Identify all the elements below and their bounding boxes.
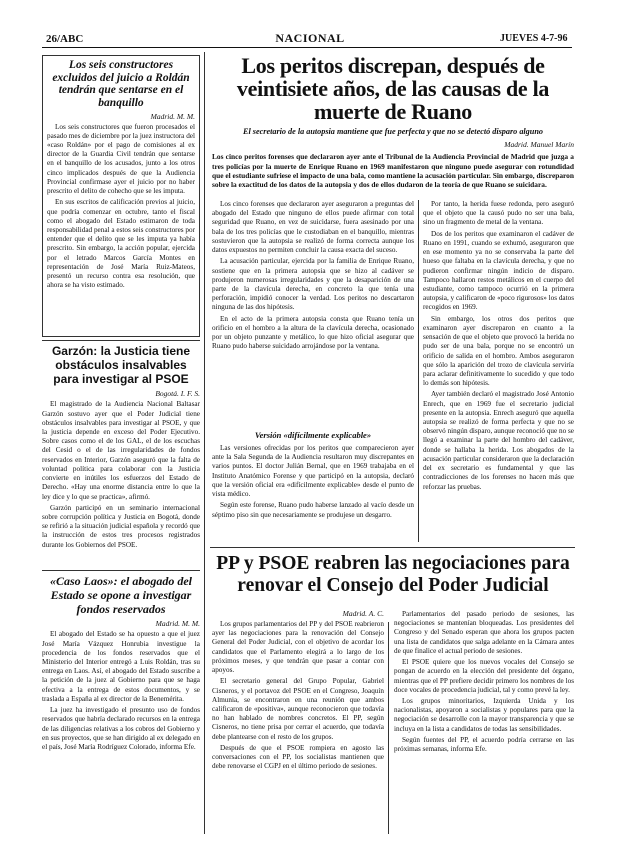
paragraph: El abogado del Estado se ha opuesto a que el juez José María Vázquez Honrubia investigue la procedencia de los fondos reservados que el Ministerio del Interior entregó a Luis Roldán, tras su entrega en Laos. Así, el abogado del Estado suscribe a la petición de la juez al Gobierno para que se haga efectiva a la entrega de estos documentos, y se traslada a España al ex director de la Benemérita. (42, 630, 200, 703)
paragraph: El magistrado de la Audiencia Nacional Baltasar Garzón sostuvo ayer que el Poder Judicial tiene obstáculos insalvables para investigar al PSOE, y que la justicia depende en exceso del Poder Ejecutivo. Sobre casos como el de los GAL, el de los escuchas del Cesid o el de las irregularidades de fondos reservados en Interior, Garzón aseguró que la falta de voluntad política para colaborar con la Justicia convierte en inútiles los esfuerzos del Estado de Derecho. «Hay una enorme distancia entre lo que la ley dice y lo que se practica», afirmó. (42, 400, 200, 501)
paragraph: Los cinco forenses que declararon ayer aseguraron a preguntas del abogado del Estado que ninguno de ellos puede afirmar con total seguridad que Ruano, en vez de suicidarse, fuera asesinado por una bala de los tres policías que le custodiaban en el banquillo, mientras sostuvieron que la autopsia se realizó de forma correcta aunque los datos expuestos no permiten concluir la causa exacta del suceso. (212, 200, 414, 255)
paragraph: Los grupos minoritarios, Izquierda Unida y los nacionalistas, apoyaron a socialistas y populares para que la negociación se desarrolle con la mayor transparencia y que se incluya en la lista a candidatos de todas las sensibilidades. (394, 696, 574, 733)
paragraph: En sus escritos de calificación previos al juicio, que podría comenzar en octubre, tanto el fiscal como el abogado del Estado estimaron de toda responsabilidad penal a estos seis constructores por entender que el delito que se les imputa ya había prescrito. Sin embargo, la acción popular, ejercida por el letrado Marcos García Montes en representación de José María Ruiz-Mateos, presentó un recurso contra esa resolución, que ahora se ha visto estimado. (47, 198, 195, 290)
section-divider (210, 547, 575, 548)
paragraph: En el acto de la primera autopsia consta que Ruano tenía un orificio en el hombro a la altura de la clavícula derecha, ocasionado por un objeto punzante y metálico, lo que hizo oficial asegurar que Ruano pudo haberse suicidado arrojándose por la ventana. (212, 314, 414, 351)
article-headline: PP y PSOE reabren las negociaciones para renovar el Consejo del Poder Judicial (216, 553, 570, 596)
header-rule (42, 47, 572, 48)
sidebar-box-constructores (42, 55, 200, 337)
paragraph: El secretario general del Grupo Popular, Gabriel Cisneros, y el portavoz del PSOE en el Congreso, Joaquín Almunia, se encontraron en una reunión que ambos calificaron de «positiva», aunque reconocieron que todavía no han hablado de nombres concretos. El PP, según Cisneros, no tiene prisa por cerrar el acuerdo, que todavía debe plantearse con el resto de los grupos. (212, 677, 384, 741)
paragraph: Dos de los peritos que examinaron el cadáver de Ruano en 1991, cuando se exhumó, aseguraron que en ese momento ya no se conservaba la parte del hueso que faltaba en la clavícula derecha, y que no pudieron confirmar ningún indicio de disparo. Tampoco hallaron restos metálicos en el cuerpo del estudiante, como tampoco ocurrió en la primera autopsia, y calificaron de «poco rigurosos» los datos recogidos en 1969. (423, 229, 574, 312)
paragraph: El PSOE quiere que los nuevos vocales del Consejo se pongan de acuerdo en la elección del presidente del órgano, mientras que el PP prefiere decidir primero los nombres de los doce vocales de procedencia judicial, tal y como prevé la ley. (394, 658, 574, 694)
paragraph: Según este forense, Ruano pudo haberse lanzado al vacío desde un séptimo piso sin que necesariamente se produjese un desgarro. (212, 501, 414, 519)
paragraph: Por tanto, la herida fuese redonda, pero aseguró que el objeto que la causó pudo no ser una bala, sino un fragmento de metal de la ventana. (423, 200, 574, 227)
box-body (47, 123, 195, 328)
paragraph: Garzón participó en un seminario internacional sobre corrupción política y Justicia en Bogotá, donde se refirió a la situación judicial española y recordó que la instrucción de estos tres procesos registrados durante los Gobiernos del PSOE. (42, 503, 200, 549)
article-pp-header (212, 553, 574, 597)
article-pp-col1 (212, 620, 384, 834)
article-lead: Los cinco peritos forenses que declararon ayer ante el Tribunal de la Audiencia Provincial de Madrid que juzga a tres policías por la muerte de Enrique Ruano en 1969 manifestaron que ninguno puede asegurar con rotundidad que el estudiante sufriese el impacto de una bala, como mantiene la acusación particular. Sin embargo, discreparon sobre la exactitud de los datos de la autopsia y dos de ellos dudaron de la teoría de que Ruano se suicidara. (212, 152, 574, 190)
section-divider (42, 570, 200, 571)
article-headline: «Caso Laos»: el abogado del Estado se opone a investigar fondos reservados (50, 574, 192, 616)
article-byline: Madrid. M. M. (155, 619, 200, 629)
paragraph: Las versiones ofrecidas por los peritos que comparecieron ayer ante la Sala Segunda de la Audiencia resultaron muy discrepantes en varios puntos. El doctor Julián Bernal, que en 1969 trabajaba en el Instituto Anatómico Forense y que participó en la autopsia, declaró que la versión oficial era «difícilmente explicable» desde el punto de vista médico. (212, 444, 414, 499)
paragraph: Los grupos parlamentarios del PP y del PSOE reabrieron ayer las negociaciones para la renovación del Consejo General del Poder Judicial, con el objetivo de acordar los candidatos que el Parlamento elegirá a lo largo de los próximos meses, y que tendrán que pasar a contar con apoyos. (212, 620, 384, 675)
column-divider (204, 52, 205, 834)
article-pp-col2 (394, 610, 574, 834)
article-headline: Garzón: la Justicia tiene obstáculos insalvables para investigar al PSOE (51, 344, 191, 386)
column-divider (418, 200, 419, 542)
paragraph: La acusación particular, ejercida por la familia de Enrique Ruano, sostiene que en la primera autopsia que se hizo al cadáver se produjeron numerosas irregularidades y que la desaparición de una parte de la clavícula derecha, en concreto la que tenía una perforación, impidió conocer la verdad. Los peritos no descartaron ninguna de las dos hipótesis. (212, 257, 414, 312)
article-byline: Madrid. A. C. (342, 609, 384, 618)
article-laos (42, 575, 200, 835)
section-title: NACIONAL (275, 31, 345, 45)
article-ruano-col2 (423, 200, 574, 542)
paragraph: Después de que el PSOE rompiera en agosto las conversaciones con el PP, los socialistas mantienen que debe renovarse el CGPJ en el último periodo de sesiones. (212, 743, 384, 771)
column-divider (388, 622, 389, 834)
box-byline: Madrid. M. M. (150, 111, 195, 121)
article-byline: Madrid. Manuel Marín (504, 140, 574, 150)
issue-date: JUEVES 4-7-96 (500, 33, 568, 44)
section-divider (42, 340, 200, 341)
article-ruano-col1 (212, 200, 414, 425)
paragraph: Ayer también declaró el magistrado José Antonio Enrech, que en 1969 fue el secretario judicial presente en la autopsia. Enrech aseguró que aquella autopsia se realizó de forma perfecta y que no se observó ningún disparo, aunque reconoció que no se llegó a examinar la parte del hombro del cadáver, donde se hallaba la herida. Los abogados de la acusación particular consideraron que la declaración del ex secretario es fundamental y que las contradicciones de los forenses no hacen más que reforzar las pruebas. (423, 390, 574, 491)
article-dek: El secretario de la autopsia mantiene que fue perfecta y que no se detectó disparo alguno (243, 127, 543, 137)
article-byline: Bogotá. I. F. S. (155, 389, 200, 399)
page-number: 26/ABC (46, 33, 84, 45)
paragraph: Los seis constructores que fueron procesados el pasado mes de diciembre por la juez instructora del «caso Roldán» por el pago de comisiones al ex director de la Guardia Civil tendrán que sentarse en el banquillo de los acusados, junto a los otros cinco implicados después de que la Audiencia Provincial confirmase ayer el juicio por no haber prescrito el delito de cohecho que se les imputa. (47, 122, 195, 196)
article-headline: Los peritos discrepan, después de veintisiete años, de las causas de la muerte de Ruano (236, 53, 550, 125)
box-headline: Los seis constructores excluidos del juicio a Roldán tendrán que sentarse en el banquillo (52, 59, 190, 109)
article-ruano-header (212, 54, 574, 189)
paragraph: Sin embargo, los otros dos peritos que examinaron ayer discreparon en cuanto a la sensación de que el objeto que provocó la herida no pudo ser de una bala, porque no se encontró un orificio de salida en el hombro. Ambos aseguraron que sólo la aparición del trozo de clavícula serviría para aclarar definitivamente lo sucedido y que todo lo demás son hipótesis. (423, 314, 574, 388)
article-garzon (42, 345, 200, 567)
paragraph: La juez ha investigado el presunto uso de fondos reservados que habría declarado recursos en la entrega de las diligencias relativas a los cobros del Gobierno y en sus proyectos, que se han dirigido al ex delegado en el país, José María Rodríguez Colorado, informa Efe. (42, 706, 200, 752)
paragraph: Parlamentarios del pasado periodo de sesiones, las negociaciones se mantenían bloqueadas. Los presidentes del Congreso y del Senado esperan que ahora los grupos pacten una lista de candidatos que salga adelante en la Cámara antes de que finalice el actual periodo de sesiones. (394, 610, 574, 655)
paragraph: Según fuentes del PP, el acuerdo podría cerrarse en las próximas semanas, informa Efe. (394, 735, 574, 754)
article-body (42, 630, 200, 836)
article-subhead: Versión «difícilmente explicable» (254, 430, 372, 440)
article-ruano-col1b (212, 444, 414, 542)
article-body (42, 400, 200, 558)
